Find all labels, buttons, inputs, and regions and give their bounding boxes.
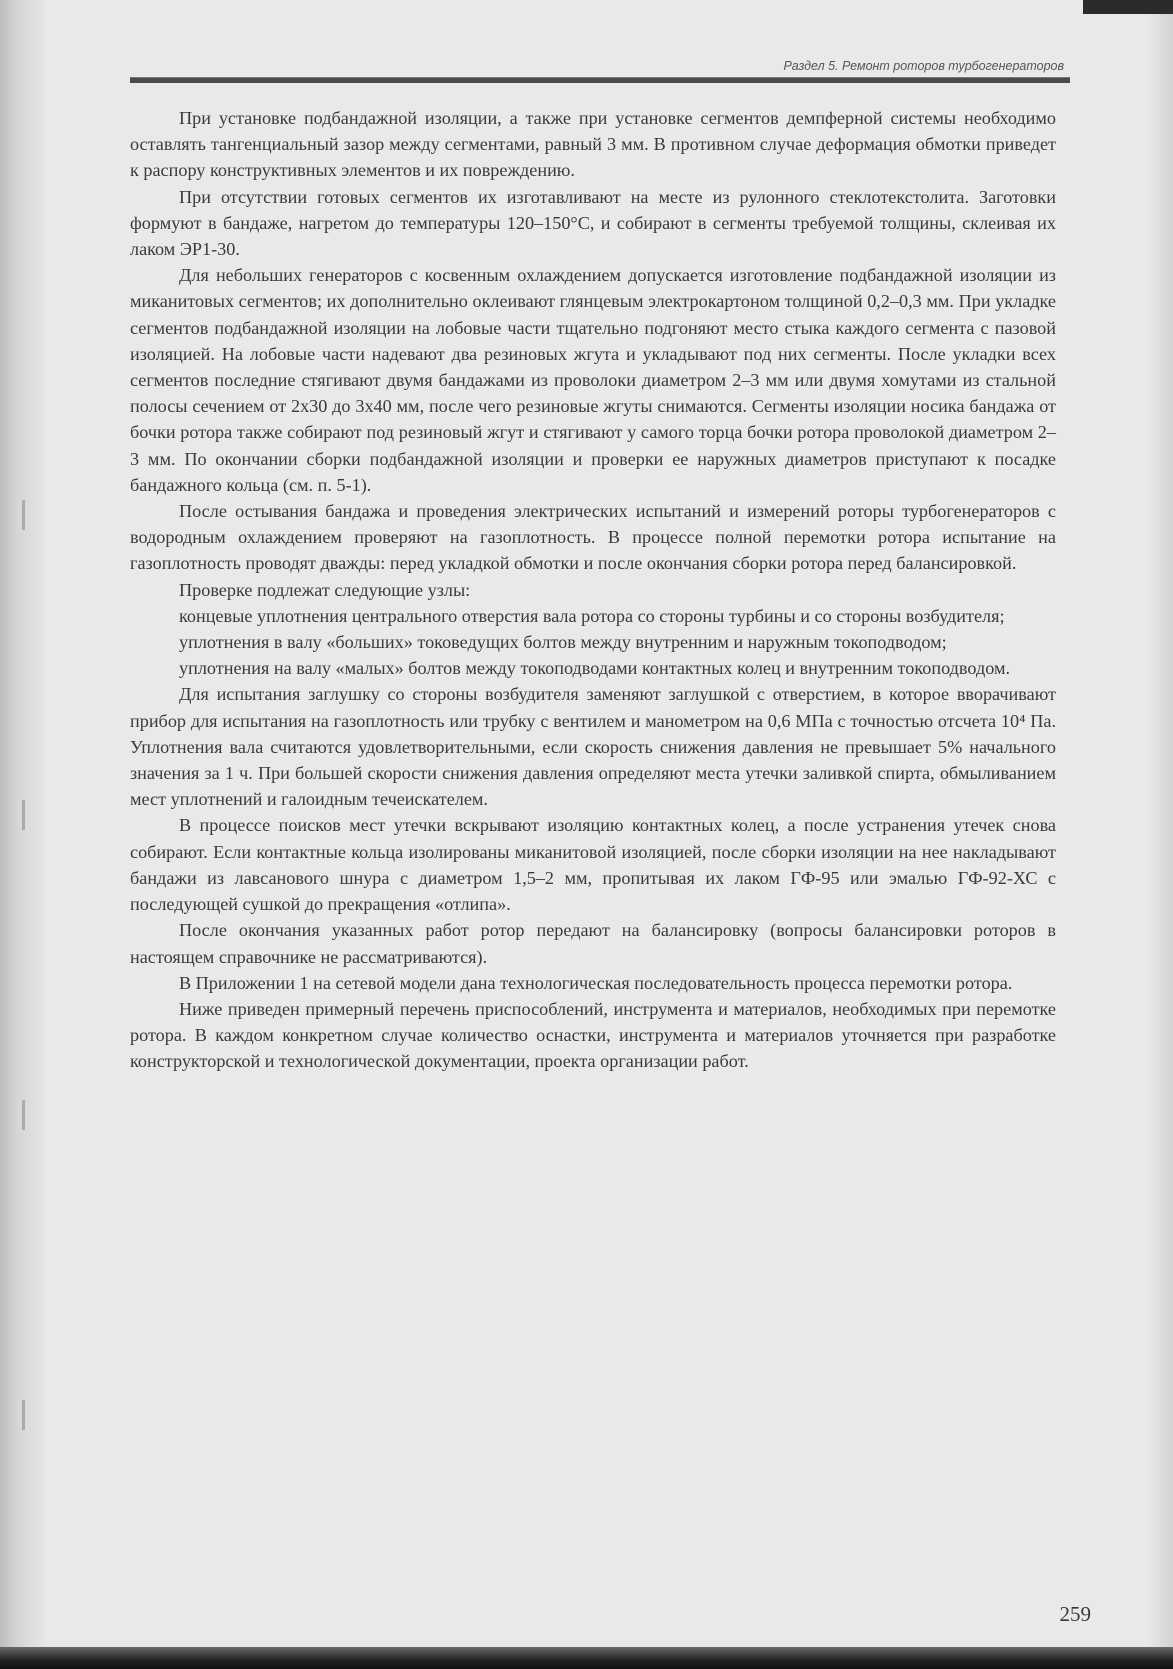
page-number: 259 xyxy=(1059,1602,1091,1626)
body-text xyxy=(130,105,1070,1075)
paragraph: При отсутствии готовых сегментов их изготавливают на месте из рулонного стеклотекстолита. Заготовки формуют в бандаже, нагретом до температуры 120–150°С, и собирают в сегменты требуемой толщины, склеивая их лаком ЭР1-30. xyxy=(130,186,1056,260)
paragraph: Для небольших генераторов с косвенным охлаждением допускается изготовление подбандажной изоляции из миканитовых сегментов; их дополнительно оклеивают глянцевым электрокартоном толщиной 0,2–0,3 мм. При укладке сегментов подбандажной изоляции на лобовые части тщательно подгоняют место стыка каждого сегмента с пазовой изоляцией. На лобовые части надевают два резиновых жгута и укладывают под них сегменты. После укладки всех сегментов последние стягивают двумя бандажами из проволоки диаметром 2–3 мм или двумя хомутами из стальной полосы сечением от 2х30 до 3х40 мм, после чего резиновые жгуты снимаются. Сегменты изоляции носика бандажа от бочки ротора также собирают под резиновый жгут и стягивают у самого торца бочки ротора проволокой диаметром 2–3 мм. По окончании сборки подбандажной изоляции и проверки ее наружных диаметров приступают к посадке бандажного кольца (см. п. 5-1). xyxy=(130,265,1056,495)
list-item: концевые уплотнения центрального отверстия вала ротора со стороны турбины и со стороны возбудителя; xyxy=(179,605,1005,626)
scan-shadow-right xyxy=(1147,0,1173,1669)
paragraph: В Приложении 1 на сетевой модели дана технологическая последовательность процесса перемотки ротора. xyxy=(179,972,1013,993)
binding-marks xyxy=(22,380,25,1580)
paragraph: В процессе поисков мест утечки вскрывают изоляцию контактных колец, а после устранения утечек снова собирают. Если контактные кольца изолированы миканитовой изоляцией, после сборки изоляции на нее накладывают бандажи из лавсанового шнура с диаметром 1,5–2 мм, пропитывая их лаком ГФ-95 или эмалью ГФ-92-ХС с последующей сушкой до прекращения «отлипа». xyxy=(130,815,1056,915)
list-item: уплотнения в валу «больших» токоведущих болтов между внутренним и наружным токоподводом; xyxy=(179,632,947,653)
paragraph: Для испытания заглушку со стороны возбудителя заменяют заглушкой с отверстием, в которое вворачивают прибор для испытания на газоплотность или трубку с вентилем и манометром на 0,6 МПа с точностью отсчета 10⁴ Па. Уплотнения вала считаются удовлетворительными, если скорость снижения давления не превышает 5% начального значения за 1 ч. При большей скорости снижения давления определяют места утечки заливкой спирта, обмыливанием мест уплотнений и галоидным течеискателем. xyxy=(130,684,1056,810)
paragraph: При установке подбандажной изоляции, а также при установке сегментов демпферной системы необходимо оставлять тангенциальный зазор между сегментами, равный 3 мм. В противном случае деформация обмотки приведет к распору конструктивных элементов и их повреждению. xyxy=(130,108,1056,181)
book-page xyxy=(130,58,1070,1618)
running-header: Раздел 5. Ремонт роторов турбогенераторов xyxy=(783,59,1064,73)
scan-shadow-bottom xyxy=(0,1647,1173,1669)
paragraph: Ниже приведен примерный перечень приспособлений, инструмента и материалов, необходимых при перемотке ротора. В каждом конкретном случае количество оснастки, инструмента и материалов уточняется при разработке конструкторской и технологической документации, проекта организации работ. xyxy=(130,998,1056,1072)
paragraph: После остывания бандажа и проведения электрических испытаний и измерений роторы турбогенераторов с водородным охлаждением проверяют на газоплотность. В процессе полной перемотки ротора испытание на газоплотность проводят дважды: перед укладкой обмотки и после окончания сборки ротора перед балансировкой. xyxy=(130,501,1056,574)
paragraph: Проверке подлежат следующие узлы: xyxy=(179,579,471,600)
list-item: уплотнения на валу «малых» болтов между токоподводами контактных колец и внутренним токоподводом. xyxy=(179,658,1011,679)
scan-corner-top-right xyxy=(1083,0,1173,14)
header-rule xyxy=(130,77,1070,83)
paragraph: После окончания указанных работ ротор передают на балансировку (вопросы балансировки роторов в настоящем справочнике не рассматриваются). xyxy=(130,920,1056,967)
